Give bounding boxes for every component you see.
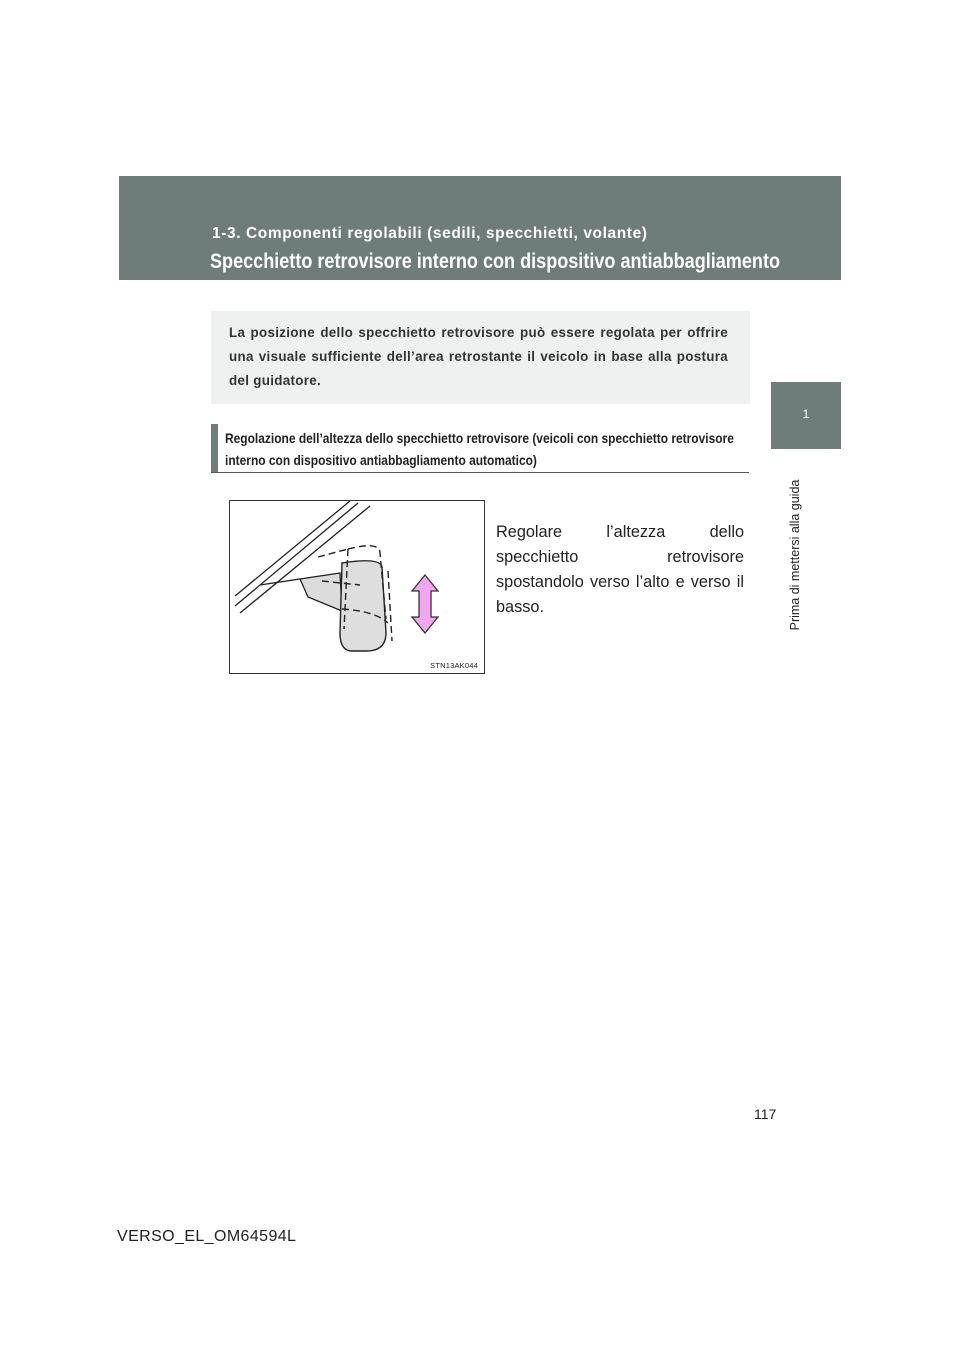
chapter-tab [771,382,841,449]
section-label: 1-3. Componenti regolabili (sedili, specchietti, volante) [212,225,648,242]
subsection-bar [211,424,218,472]
page-number: 117 [754,1106,777,1122]
up-down-arrow-icon [412,575,438,633]
intro-text: La posizione dello specchietto retrovisore può essere regolata per offrire una visuale sufficiente dell’area retrostante il veicolo in base alla postura del guidatore. [229,325,728,388]
footer-code: VERSO_EL_OM64594L [117,1228,297,1245]
subsection-title: Regolazione dell’altezza dello specchietto retrovisore (veicoli con specchietto retrovisore interno con dispositivo antiabbagliamento automatico) [225,430,734,468]
mirror-drawing [230,501,484,673]
figure-code: STN13AK044 [430,661,478,670]
subsection-header [211,424,749,473]
page-title: Specchietto retrovisore interno con dispositivo antiabbagliamento [210,250,781,273]
body-text: Regolare l’altezza dello specchietto retrovisore spostandolo verso l’alto e verso il basso. [496,523,744,616]
mirror-illustration [229,500,485,674]
intro-box [211,311,750,404]
chapter-number: 1 [802,407,810,421]
chapter-title-vertical [785,470,805,640]
chapter-title: Prima di mettersi alla guida [788,479,802,631]
